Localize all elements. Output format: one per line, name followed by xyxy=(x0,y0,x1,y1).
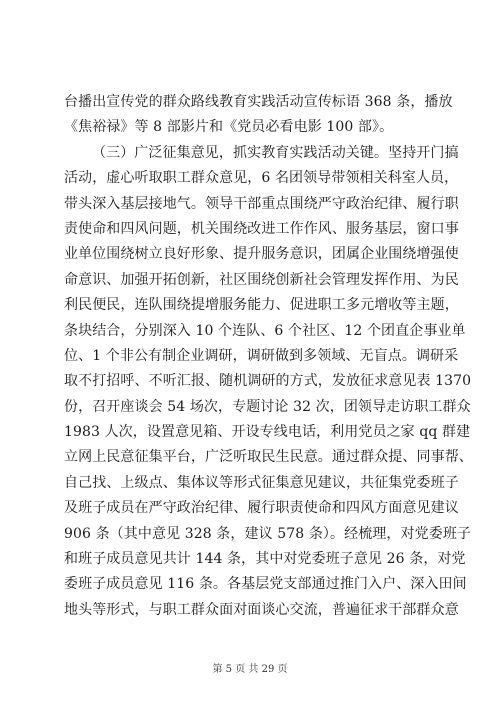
body-line: 位、1 个非公有制企业调研，调研做到多领域、无盲点。调研采 xyxy=(64,347,459,364)
page-number-footer: 第 5 页 共 29 页 xyxy=(212,664,288,675)
body-line: （三）广泛征集意见，抓实教育实践活动关键。坚持开门搞 xyxy=(92,144,459,161)
body-line: 活动，虚心听取职工群众意见，6 名团领导带领相关科室人员， xyxy=(64,170,459,187)
body-line: 委班子成员意见 116 条。各基层党支部通过推门入户、深入田间 xyxy=(64,576,467,593)
body-line: 业单位围绕树立良好形象、提升服务意识，团属企业围绕增强使 xyxy=(64,246,459,263)
body-line: 自己找、上级点、集体议等形式征集意见建议，共征集党委班子 xyxy=(64,474,459,491)
body-line: 地头等形式，与职工群众面对面谈心交流，普遍征求干部群众意 xyxy=(64,601,459,618)
body-line: 及班子成员在严守政治纪律、履行职责使命和四风方面意见建议 xyxy=(64,500,459,517)
body-line: 和班子成员意见共计 144 条，其中对党委班子意见 26 条，对党 xyxy=(64,551,466,568)
body-line: 1983 人次，设置意见箱、开设专线电话，利用党员之家 qq 群建 xyxy=(64,424,471,441)
body-line: 条块结合，分别深入 10 个连队、6 个社区、12 个团直企事业单 xyxy=(64,322,466,339)
body-line: 责使命和四风问题，机关围绕改进工作作风、服务基层，窗口事 xyxy=(64,220,459,237)
body-line: 立网上民意征集平台，广泛听取民生民意。通过群众提、同事帮、 xyxy=(64,449,473,466)
body-line: 份，召开座谈会 54 场次，专题讨论 32 次，团领导走访职工群众 xyxy=(64,398,471,415)
body-line: 带头深入基层接地气。领导干部重点围绕严守政治纪律、履行职 xyxy=(64,195,459,212)
body-line: 命意识、加强开拓创新，社区围绕创新社会管理发挥作用、为民 xyxy=(64,271,459,288)
document-body xyxy=(64,90,473,623)
body-line: 台播出宣传党的群众路线教育实践活动宣传标语 368 条，播放 xyxy=(64,94,453,110)
body-line: 《焦裕禄》等 8 部影片和《党员必看电影 100 部》。 xyxy=(64,119,394,136)
body-line: 906 条（其中意见 328 条，建议 578 条）。经梳理，对党委班子 xyxy=(64,525,472,542)
body-line: 利民便民，连队围绕提增服务能力、促进职工多元增收等主题， xyxy=(64,297,459,314)
body-line: 取不打招呼、不听汇报、随机调研的方式，发放征求意见表 1370 xyxy=(64,373,472,390)
